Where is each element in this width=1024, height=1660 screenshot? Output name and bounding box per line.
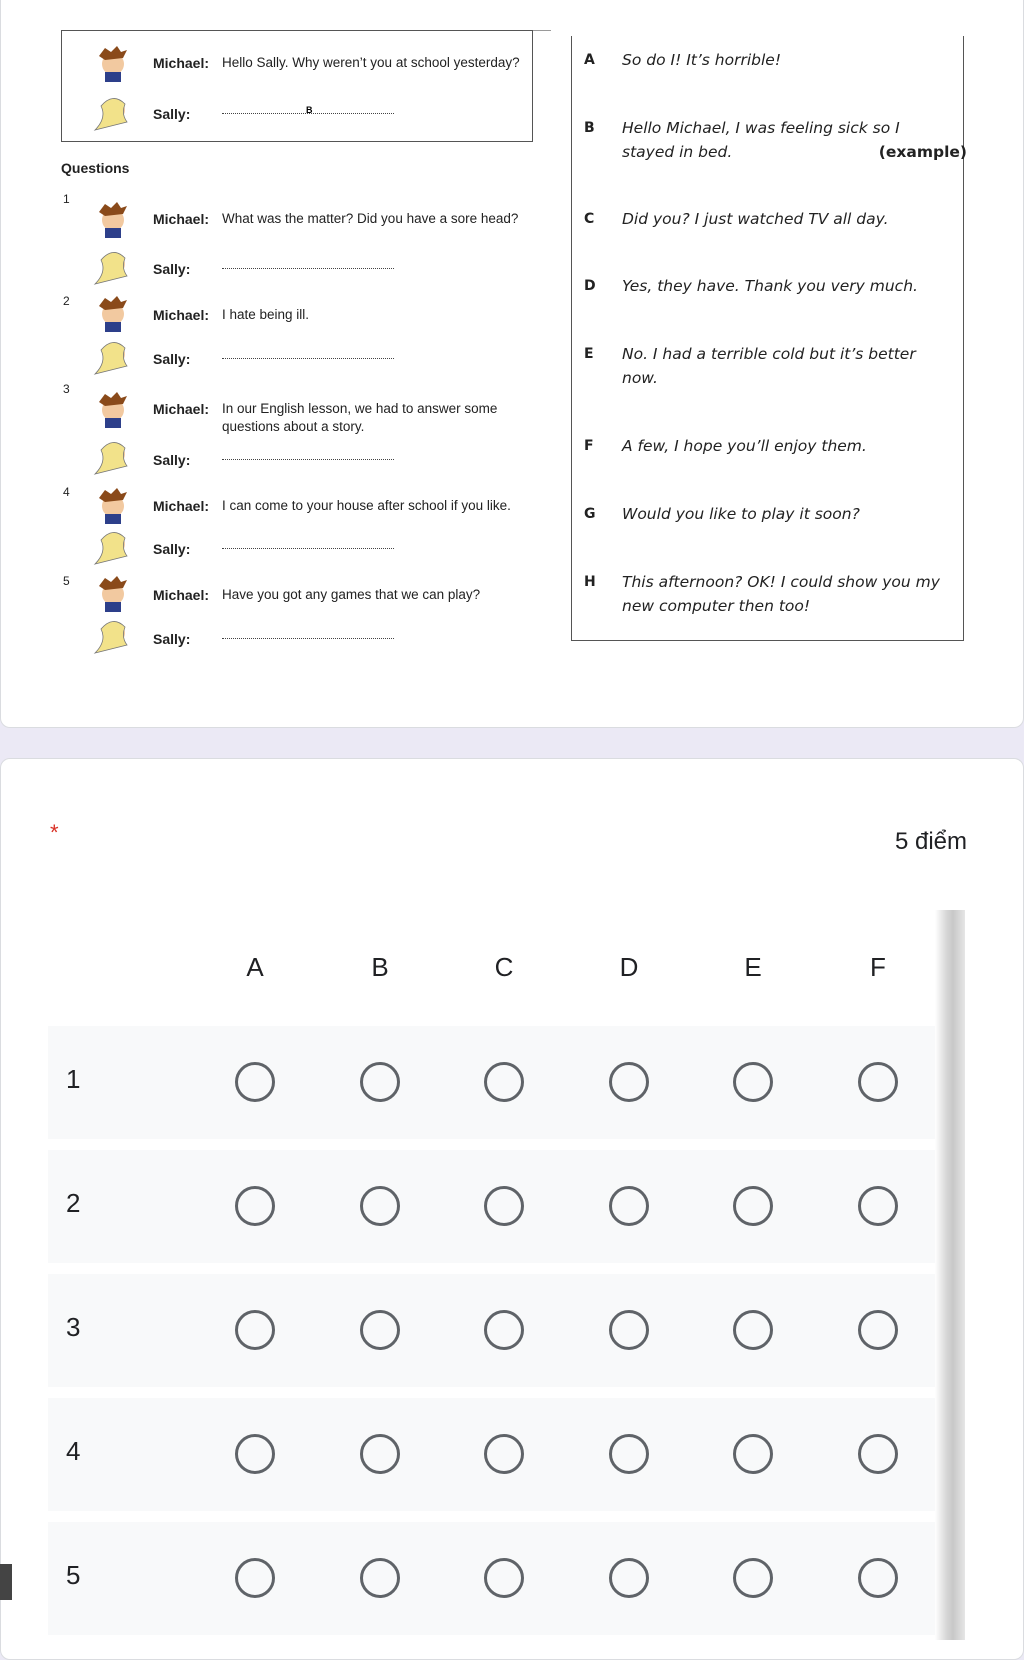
radio-1-b[interactable]	[360, 1062, 400, 1102]
radio-2-d[interactable]	[609, 1186, 649, 1226]
speaker-label: Sally:	[153, 452, 191, 468]
grid-row-5	[48, 1522, 935, 1635]
answer-option	[584, 48, 959, 78]
dialogue-text: What was the matter? Did you have a sore head?	[222, 211, 519, 226]
column-header-b: B	[371, 952, 389, 982]
radio-2-f[interactable]	[858, 1186, 898, 1226]
radio-4-c[interactable]	[484, 1434, 524, 1474]
question-number: 1	[63, 192, 70, 206]
radio-4-d[interactable]	[609, 1434, 649, 1474]
example-note: (example)	[878, 143, 967, 161]
answer-letter: H	[584, 574, 596, 590]
side-handle	[0, 1564, 12, 1600]
answer-text: Did you? I just watched TV all day.	[622, 210, 889, 228]
answer-option	[584, 342, 959, 392]
answer-text: Yes, they have. Thank you very much.	[622, 277, 918, 295]
row-label: 4	[66, 1436, 81, 1466]
sally-icon	[91, 526, 131, 566]
radio-4-f[interactable]	[858, 1434, 898, 1474]
column-header-f: F	[870, 952, 886, 982]
answer-letter: A	[584, 52, 595, 68]
radio-1-d[interactable]	[609, 1062, 649, 1102]
speaker-label: Sally:	[153, 541, 191, 557]
answer-letter: B	[584, 120, 595, 136]
sally-icon	[91, 436, 131, 476]
radio-3-e[interactable]	[733, 1310, 773, 1350]
speaker-label: Michael:	[153, 55, 210, 71]
column-header-e: E	[744, 952, 762, 982]
radio-4-e[interactable]	[733, 1434, 773, 1474]
answer-blank	[222, 548, 394, 549]
speaker-label: Michael:	[153, 307, 210, 323]
michael-icon	[91, 292, 131, 332]
radio-2-e[interactable]	[733, 1186, 773, 1226]
row-label: 2	[66, 1188, 81, 1218]
michael-icon	[91, 42, 131, 82]
radio-4-a[interactable]	[235, 1434, 275, 1474]
speaker-label: Sally:	[153, 631, 191, 647]
question-number: 3	[63, 382, 70, 396]
example-answer-mark: B	[306, 105, 313, 115]
grid-row-4	[48, 1398, 935, 1511]
sally-icon	[91, 336, 131, 376]
grid-scrollbar[interactable]	[935, 910, 965, 1640]
grid-row-3	[48, 1274, 935, 1387]
row-label: 3	[66, 1312, 81, 1342]
radio-4-b[interactable]	[360, 1434, 400, 1474]
radio-1-f[interactable]	[858, 1062, 898, 1102]
radio-3-c[interactable]	[484, 1310, 524, 1350]
questions-title: Questions	[61, 160, 130, 176]
answer-option	[584, 570, 959, 620]
speaker-label: Michael:	[153, 587, 210, 603]
radio-2-c[interactable]	[484, 1186, 524, 1226]
answer-option	[584, 207, 959, 237]
answer-blank	[222, 638, 394, 639]
dialogue-text: In our English lesson, we had to answer some questions about a story.	[222, 401, 498, 434]
speaker-label: Sally:	[153, 351, 191, 367]
answer-blank	[222, 459, 394, 460]
radio-3-f[interactable]	[858, 1310, 898, 1350]
radio-5-e[interactable]	[733, 1558, 773, 1598]
column-header-d: D	[619, 952, 639, 982]
points-label: 5 điểm	[894, 828, 967, 855]
answer-text: This afternoon? OK! I could show you my new computer then too!	[622, 573, 940, 615]
answer-blank	[222, 358, 394, 359]
radio-5-f[interactable]	[858, 1558, 898, 1598]
radio-5-b[interactable]	[360, 1558, 400, 1598]
sally-icon	[91, 615, 131, 655]
answer-option	[584, 434, 959, 464]
question-number: 2	[63, 294, 70, 308]
answer-option	[584, 116, 967, 166]
radio-1-a[interactable]	[235, 1062, 275, 1102]
radio-2-b[interactable]	[360, 1186, 400, 1226]
radio-3-d[interactable]	[609, 1310, 649, 1350]
radio-3-b[interactable]	[360, 1310, 400, 1350]
radio-5-c[interactable]	[484, 1558, 524, 1598]
speaker-label: Michael:	[153, 211, 210, 227]
grid-row-1	[48, 1026, 935, 1139]
radio-3-a[interactable]	[235, 1310, 275, 1350]
michael-icon	[91, 388, 131, 428]
dialogue-text: Hello Sally. Why weren’t you at school yesterday?	[222, 55, 520, 70]
radio-1-e[interactable]	[733, 1062, 773, 1102]
michael-icon	[91, 572, 131, 612]
michael-icon	[91, 198, 131, 238]
sally-icon	[91, 246, 131, 286]
answer-text: Hello Michael, I was feeling sick so I stayed in bed.	[622, 119, 900, 161]
answer-letter: D	[584, 278, 596, 294]
speaker-label: Michael:	[153, 498, 210, 514]
answer-text: No. I had a terrible cold but it’s better now.	[622, 345, 916, 387]
row-label: 5	[66, 1560, 81, 1590]
worksheet-card	[0, 0, 1024, 728]
radio-5-d[interactable]	[609, 1558, 649, 1598]
michael-icon	[91, 484, 131, 524]
answer-letter: E	[584, 346, 594, 362]
sally-icon	[91, 92, 131, 132]
row-label: 1	[66, 1064, 81, 1094]
speaker-label: Michael:	[153, 401, 210, 417]
column-header-c: C	[494, 952, 514, 982]
speaker-label: Sally:	[153, 106, 191, 122]
column-header-a: A	[246, 952, 264, 982]
answer-option	[584, 502, 959, 532]
speaker-label: Sally:	[153, 261, 191, 277]
answer-blank	[222, 268, 394, 269]
radio-1-c[interactable]	[484, 1062, 524, 1102]
answer-letter: F	[584, 438, 594, 454]
grid-row-2	[48, 1150, 935, 1263]
answer-text: So do I! It’s horrible!	[622, 51, 782, 69]
answer-letter: G	[584, 506, 596, 522]
radio-5-a[interactable]	[235, 1558, 275, 1598]
dialogue-text: I can come to your house after school if you like.	[222, 498, 511, 513]
answer-text: Would you like to play it soon?	[622, 505, 860, 523]
answer-option	[584, 274, 959, 304]
dialogue-text: Have you got any games that we can play?	[222, 587, 481, 602]
question-number: 5	[63, 574, 70, 588]
dialogue-text: I hate being ill.	[222, 307, 310, 322]
required-mark: *	[50, 820, 59, 845]
answer-text: A few, I hope you’ll enjoy them.	[622, 437, 867, 455]
question-number: 4	[63, 485, 70, 499]
radio-2-a[interactable]	[235, 1186, 275, 1226]
answer-letter: C	[584, 211, 595, 227]
